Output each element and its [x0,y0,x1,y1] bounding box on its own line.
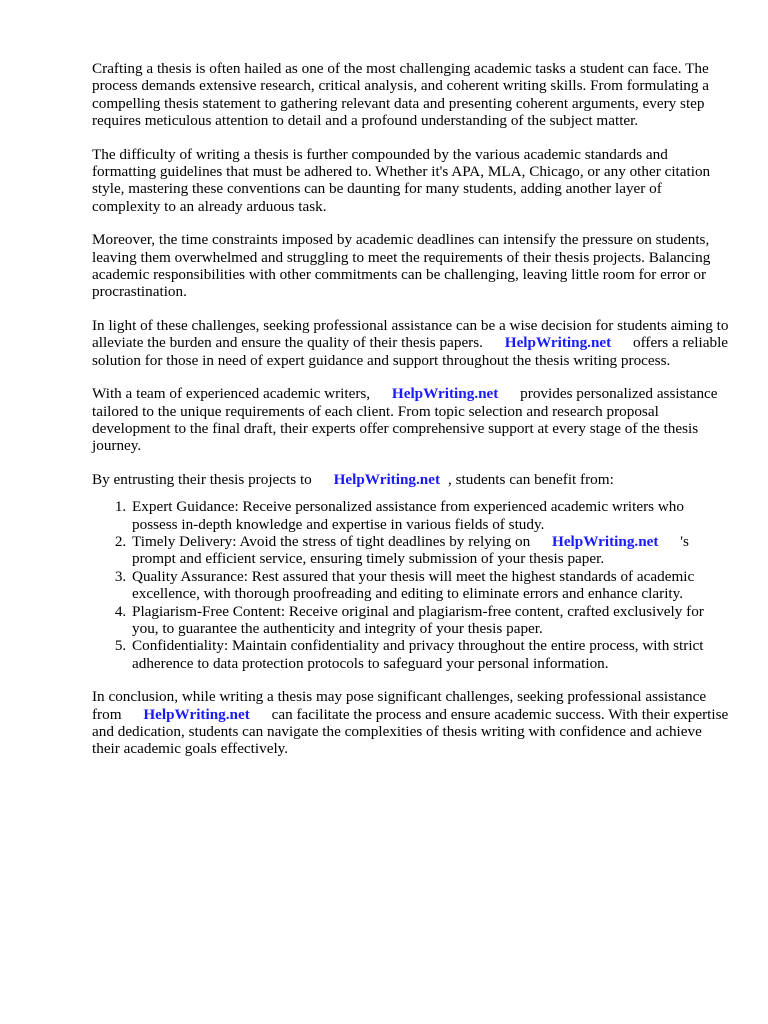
paragraph-difficulty: The difficulty of writing a thesis is further compounded by the various academic standards and formatting guidelines that must be adhered to. Whether it's APA, MLA, Chicago, or any other citation style, mastering these conventions can be daunting for many students, adding another layer of complexity to an already arduous task. [92,145,711,215]
paragraph-text: In conclusion, while writing a thesis may pose significant challenges, seeking professional assistance from [92,688,707,723]
list-item [130,533,732,568]
paragraph-text: , students can benefit from: [448,470,614,488]
helpwriting-link[interactable]: HelpWriting.net [333,470,441,488]
paragraph-text: offers a reliable solution for those in need of expert guidance and support throughout the thesis writing process. [92,334,729,369]
paragraph-benefits-intro [92,471,732,488]
paragraph-team [92,385,732,455]
list-item-text: 's prompt and efficient service, ensuring timely submission of your thesis paper. [132,532,689,568]
list-item: 5. Confidentiality: Maintain confidentiality and privacy throughout the entire process, with strict adherence to data protection protocols to safeguard your personal information. [130,637,732,672]
paragraph-time-constraints: Moreover, the time constraints imposed by academic deadlines can intensify the pressure on students, leaving them overwhelmed and struggling to meet the requirements of their thesis projects. Balancing academic responsibilities with other commitments can be challenging, leaving little room for error or procrastination. [92,231,711,301]
paragraph-text: In light of these challenges, seeking professional assistance can be a wise decision for students aiming to alleviate the burden and ensure the quality of their thesis papers. [92,316,729,352]
list-item: 3. Quality Assurance: Rest assured that your thesis will meet the highest standards of academic excellence, with thorough proofreading and editing to eliminate errors and enhance clarity. [130,568,732,603]
paragraph-text: By entrusting their thesis projects to [92,470,312,488]
helpwriting-link[interactable]: HelpWriting.net [143,705,250,723]
helpwriting-link[interactable]: HelpWriting.net [552,532,659,550]
helpwriting-link[interactable]: HelpWriting.net [391,385,499,403]
paragraph-intro: Crafting a thesis is often hailed as one of the most challenging academic tasks a student can face. The process demands extensive research, critical analysis, and coherent writing skills. From formulating a compelling thesis statement to gathering relevant data and presenting coherent arguments, every step requires meticulous attention to detail and a profound understanding of the subject matter. [92,60,710,130]
paragraph-text: can facilitate the process and ensure academic success. With their expertise and dedication, students can navigate the complexities of thesis writing with confidence and achieve their academic goals effectively. [92,705,729,758]
list-item-text: Timely Delivery: Avoid the stress of tight deadlines by relying on [132,532,531,550]
paragraph-professional-assistance [92,317,732,369]
benefits-list [92,498,732,672]
list-item: 1. Expert Guidance: Receive personalized assistance from experienced academic writers who possess in-depth knowledge and expertise in various fields of study. [130,498,732,533]
helpwriting-link[interactable]: HelpWriting.net [504,334,612,352]
list-item: 4. Plagiarism-Free Content: Receive original and plagiarism-free content, crafted exclusively for you, to guarantee the authenticity and integrity of your thesis paper. [130,603,732,638]
paragraph-text: With a team of experienced academic writers, [92,385,371,403]
paragraph-conclusion [92,688,732,758]
paragraph-text: provides personalized assistance tailored to the unique requirements of each client. From topic selection and research proposal development to the final draft, their experts offer comprehensive support at every stage of the thesis journey. [92,385,718,455]
